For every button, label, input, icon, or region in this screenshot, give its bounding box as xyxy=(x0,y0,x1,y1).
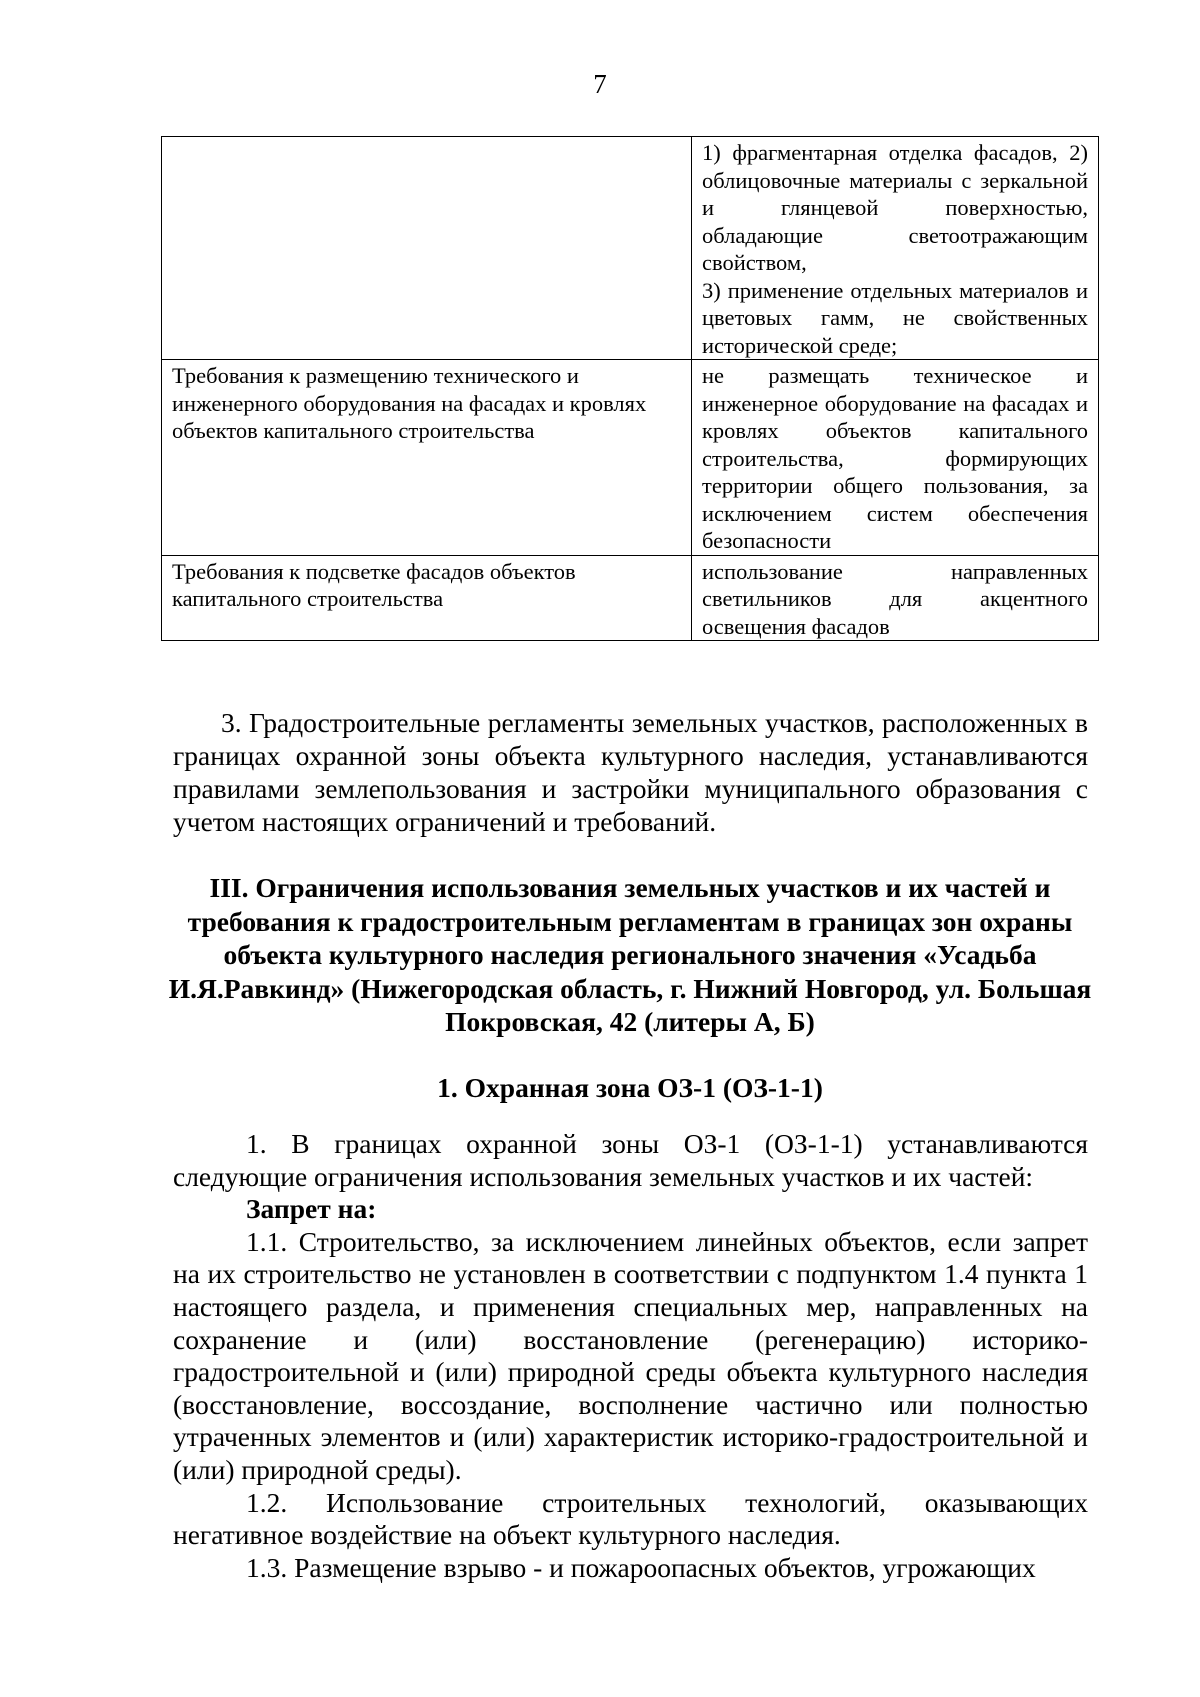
cell-text: использование направленных светильников для акцентного освещения фасадов xyxy=(702,558,1088,639)
body-text xyxy=(173,1128,1088,1584)
section-heading: III. Ограничения использования земельных участков и их частей и требования к градостроительным регламентам в границах зон охраны объекта культурного наследия регионального значения «Усадьба И.Я.Равкинд» (Нижегородская область, г. Нижний Новгород, ул. Большая Покровская, 42 (литеры А, Б) xyxy=(168,872,1092,1037)
cell-text: Требования к размещению технического и инженерного оборудования на фасадах и кровлях объектов капитального строительства xyxy=(172,363,647,443)
paragraph-3: 3. Градостроительные регламенты земельных участков, расположенных в границах охранной зоны объекта культурного наследия, устанавливаются правилами землепользования и застройки муниципального образования с учетом настоящих ограничений и требований. xyxy=(173,707,1088,837)
prohibition-heading: Запрет на: xyxy=(246,1193,377,1225)
page-number: 7 xyxy=(593,69,607,99)
cell-text: не размещать техническое и инженерное оборудование на фасадах и кровлях объектов капитального строительства, формирующих территории общего пользования, за исключением систем обеспечения безопасности xyxy=(702,363,1088,553)
cell-text: 3) применение отдельных материалов и цветовых гамм, не свойственных исторической среде; xyxy=(702,277,1088,358)
requirement-name-cell xyxy=(162,137,692,360)
table-row xyxy=(162,555,1099,641)
requirements-table-body xyxy=(162,137,1099,641)
requirement-value-cell xyxy=(692,360,1099,556)
zone-heading: 1. Охранная зона ОЗ-1 (ОЗ-1-1) xyxy=(437,1072,823,1103)
requirement-value-cell xyxy=(692,137,1099,360)
cell-text: 1) фрагментарная отделка фасадов, 2) облицовочные материалы с зеркальной и глянцевой поверхностью, обладающие светоотражающим свойством, xyxy=(702,140,1088,275)
requirement-name-cell xyxy=(162,360,692,556)
body-paragraph: 1.1. Строительство, за исключением линейных объектов, если запрет на их строительство не установлен в соответствии с подпунктом 1.4 пункта 1 настоящего раздела, и применения специальных мер, направленных на сохранение и (или) восстановление (регенерацию) историко-градостроительной и (или) природной среды объекта культурного наследия (восстановление, воссоздание, восполнение частично или полностью утраченных элементов и (или) характеристик историко-градостроительной и (или) природной среды). xyxy=(173,1225,1088,1485)
cell-text: Требования к подсветке фасадов объектов капитального строительства xyxy=(172,558,576,611)
requirement-name-cell xyxy=(162,555,692,641)
requirements-table xyxy=(161,136,1099,641)
body-paragraph: 1.3. Размещение взрыво - и пожароопасных объектов, угрожающих xyxy=(246,1551,1036,1583)
body-paragraph: 1. В границах охранной зоны ОЗ-1 (ОЗ-1-1) устанавливаются следующие ограничения использования земельных участков и их частей: xyxy=(173,1128,1088,1192)
table-row xyxy=(162,137,1099,360)
table-row xyxy=(162,360,1099,556)
requirement-value-cell xyxy=(692,555,1099,641)
body-paragraph: 1.2. Использование строительных технологий, оказывающих негативное воздействие на объект культурного наследия. xyxy=(173,1486,1088,1551)
